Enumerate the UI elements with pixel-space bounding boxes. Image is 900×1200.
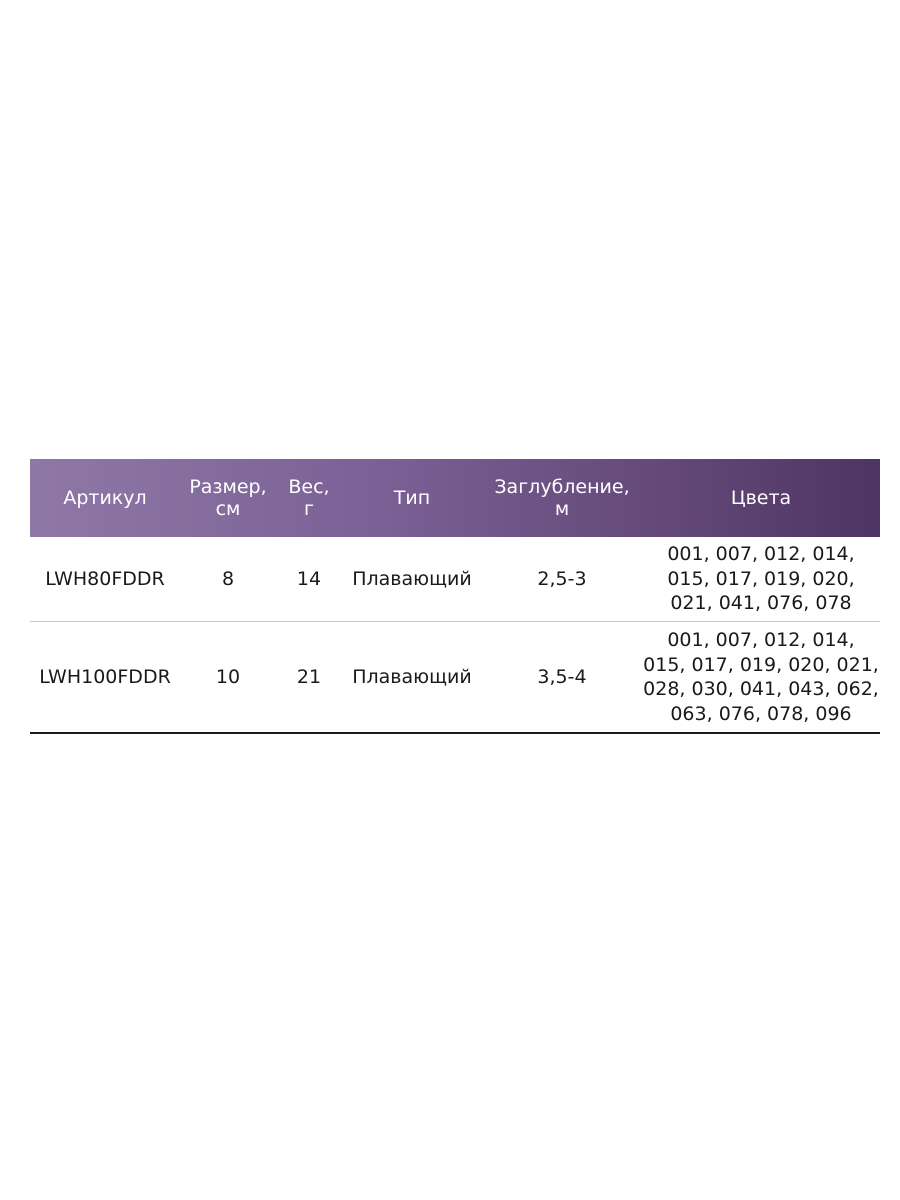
header-weight-label: Вес, <box>288 476 330 498</box>
header-depth <box>482 476 642 520</box>
colors-line: 021, 041, 076, 078 <box>670 592 852 615</box>
header-article: Артикул <box>63 487 147 509</box>
header-colors: Цвета <box>730 487 792 509</box>
cell-article: LWH80FDDR <box>45 568 165 590</box>
colors-line: 015, 017, 019, 020, <box>667 567 855 590</box>
cell-size: 8 <box>221 568 235 590</box>
header-weight-unit: г <box>304 498 314 520</box>
cell-colors <box>642 628 880 726</box>
header-size-label: Размер, <box>189 476 267 498</box>
cell-depth: 3,5-4 <box>537 666 587 688</box>
colors-line: 001, 007, 012, 014, <box>667 629 855 651</box>
colors-line: 063, 076, 078, 096 <box>670 702 852 725</box>
cell-colors <box>642 542 880 616</box>
table-row <box>30 537 880 622</box>
header-size-unit: см <box>215 498 241 520</box>
cell-type: Плавающий <box>352 568 472 590</box>
colors-line: 015, 017, 019, 020, 021, <box>643 653 879 676</box>
header-weight <box>276 476 342 520</box>
spec-table <box>30 459 880 734</box>
header-depth-label: Заглубление, <box>494 476 630 498</box>
cell-depth: 2,5-3 <box>537 568 587 590</box>
header-size <box>180 476 276 520</box>
header-depth-unit: м <box>554 498 570 520</box>
table-row <box>30 622 880 734</box>
cell-weight: 14 <box>296 568 322 590</box>
colors-line: 028, 030, 041, 043, 062, <box>643 678 879 700</box>
table-header <box>30 459 880 537</box>
cell-weight: 21 <box>296 666 322 688</box>
cell-article: LWH100FDDR <box>39 666 171 688</box>
header-type: Тип <box>393 487 431 509</box>
colors-line: 001, 007, 012, 014, <box>667 543 855 566</box>
cell-type: Плавающий <box>352 666 472 688</box>
cell-size: 10 <box>215 666 241 688</box>
